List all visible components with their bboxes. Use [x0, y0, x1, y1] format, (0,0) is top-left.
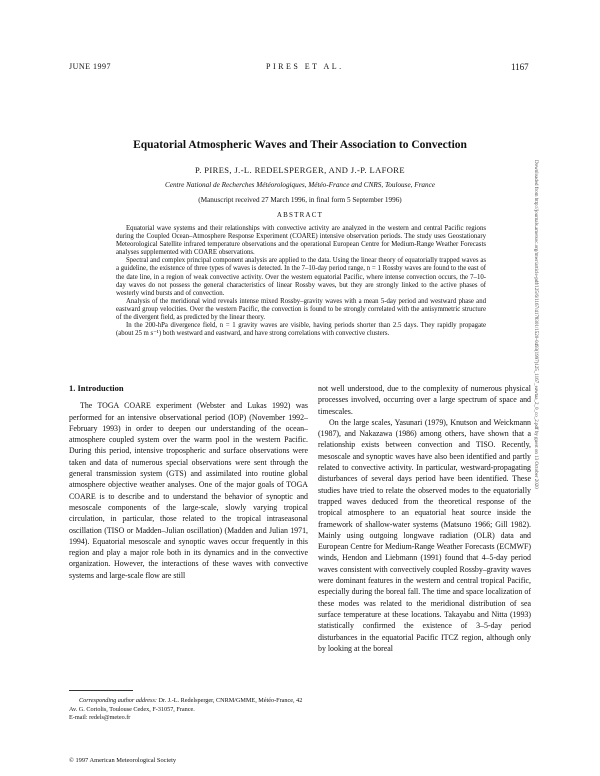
download-watermark: Downloaded from http://journals.ametsoc.org/mwr/article-pdf/125/6/1167/4178301/1520-0493(1997)125_1167_eawtaa_2_0_co_2.pdf by guest on 13 October 2020 [533, 160, 538, 489]
running-head-authors: PIRES ET AL. [266, 62, 344, 71]
abstract-heading: ABSTRACT [276, 211, 324, 219]
author-affiliation: Centre National de Recherches Météorologiques, Météo-France and CNRS, Toulouse, France [164, 181, 435, 189]
body-paragraph: The TOGA COARE experiment (Webster and Lukas 1992) was performed for an intensive observational period (IOP) (November 1992–February 1993) in order to deepen our understanding of the ocean–atmosphere coupled system over the warm pool in the western Pacific. During this period, intensive tropospheric and surface observations were taken and data of numerous special observations were sent through the general transmission system (GTS) and assimilated into routine global atmosphere objective weather analyses. One of the major goals of TOGA COARE is to describe and to understand the behavior of synoptic and mesoscale components of the large-scale, slowly varying tropical circulation, in particular, those related to the tropical intraseasonal oscillation (TISO or Madden–Julian oscillation) (Madden and Julian 1971, 1994). Equatorial mesoscale and synoptic waves occur frequently in this region and play a major role both in its dynamics and in the convective organization. However, the interactions of these waves with convective systems and large-scale flow are still [69, 401, 308, 580]
body-paragraph: not well understood, due to the complexity of numerous physical processes involved, occurring over a large spectrum of space and timescales. [318, 384, 531, 416]
footnote [69, 697, 308, 723]
body-column-left [69, 383, 308, 581]
section-heading: 1. Introduction [69, 383, 124, 393]
footnote-address [69, 697, 308, 714]
footnote-label: Corresponding author address: [79, 697, 157, 704]
abstract-paragraph: Spectral and complex principal component analysis are applied to the data. Using the linear theory of equatorially trapped waves as a guideline, the existence of three types of waves is detected. In the 7–10-day period range, n = 1 Rossby waves are found to the east of the date line, in a region of weak convective activity. Over the western equatorial Pacific, where intense convection occurs, the 7–10-day waves do not possess the general characteristics of linear Rossby waves, but they are strongly linked to the active phases of westerly wind bursts and of convection. [116, 257, 486, 297]
page-number: 1167 [511, 62, 529, 72]
abstract-paragraph: Equatorial wave systems and their relationships with convective activity are analyzed in the western and central Pacific regions during the Coupled Ocean–Atmosphere Response Experiment (COARE) intensive observation periods. The study uses Geostationary Meteorological Satellite infrared temperature observations and the operational European Centre for Medium-Range Weather Forecasts analyses supplemented with COARE observations. [116, 225, 486, 257]
running-head-date: JUNE 1997 [69, 62, 112, 71]
body-paragraph: On the large scales, Yasunari (1979), Knutson and Weickmann (1987), and Nakazawa (1986) among others, have shown that a relationship exists between convection and TISO. Recently, mesoscale and synoptic waves have also been identified and partly related to convective activity. In particular, westward-propagating disturbances of several days period have been identified. These studies have tried to relate the observed modes to the equatorially trapped waves deduced from the theoretical response of the tropical atmosphere to an equatorial heat source inside the framework of shallow-water systems (Matsuno 1966; Gill 1982). Mainly using outgoing longwave radiation (OLR) data and European Centre for Medium-Range Weather Forecasts (ECMWF) winds, Hendon and Liebmann (1991) found that 4–5-day period waves consistent with convectively coupled Rossby–gravity waves were dominant features in the western and central tropical Pacific, especially during the boreal fall. The time and space localization of these modes was related to the meridional distribution of sea surface temperature at these locations. Takayabu and Nitta (1993) statistically confirmed the existence of 3–5-day period disturbances in the equatorial Pacific ITCZ region, although only by looking at the boreal [318, 417, 531, 653]
abstract-body [116, 225, 486, 338]
footnote-rule [69, 690, 133, 691]
abstract-paragraph: Analysis of the meridional wind reveals intense mixed Rossby–gravity waves with a mean 5-day period and westward phase and eastward group velocities. Over the western Pacific, the convection is found to be strongly correlated with the antisymmetric structure of the divergent field, as predicted by the linear theory. [116, 297, 486, 322]
footnote-text: Dr. J.-L. Redelsperger, CNRM/GMME, Météo-France, 42 Av. G. Coriolis, Toulouse Cedex, F-31057, France. [69, 697, 303, 713]
abstract-paragraph: In the 200-hPa divergence field, n = 1 gravity waves are visible, having periods shorter than 2.5 days. They rapidly propagate (about 25 m s⁻¹) both westward and eastward, and have strong correlations with convective clusters. [116, 322, 486, 338]
footnote-email: E-mail: redels@meteo.fr [69, 714, 131, 722]
article-authors: P. PIRES, J.-L. REDELSPERGER, AND J.-P. LAFORE [195, 165, 405, 175]
copyright-line: © 1997 American Meteorological Society [69, 757, 177, 764]
article-title: Equatorial Atmospheric Waves and Their Association to Convection [133, 139, 467, 151]
body-column-right [318, 383, 531, 654]
manuscript-dates: (Manuscript received 27 March 1996, in final form 5 September 1996) [198, 196, 402, 204]
